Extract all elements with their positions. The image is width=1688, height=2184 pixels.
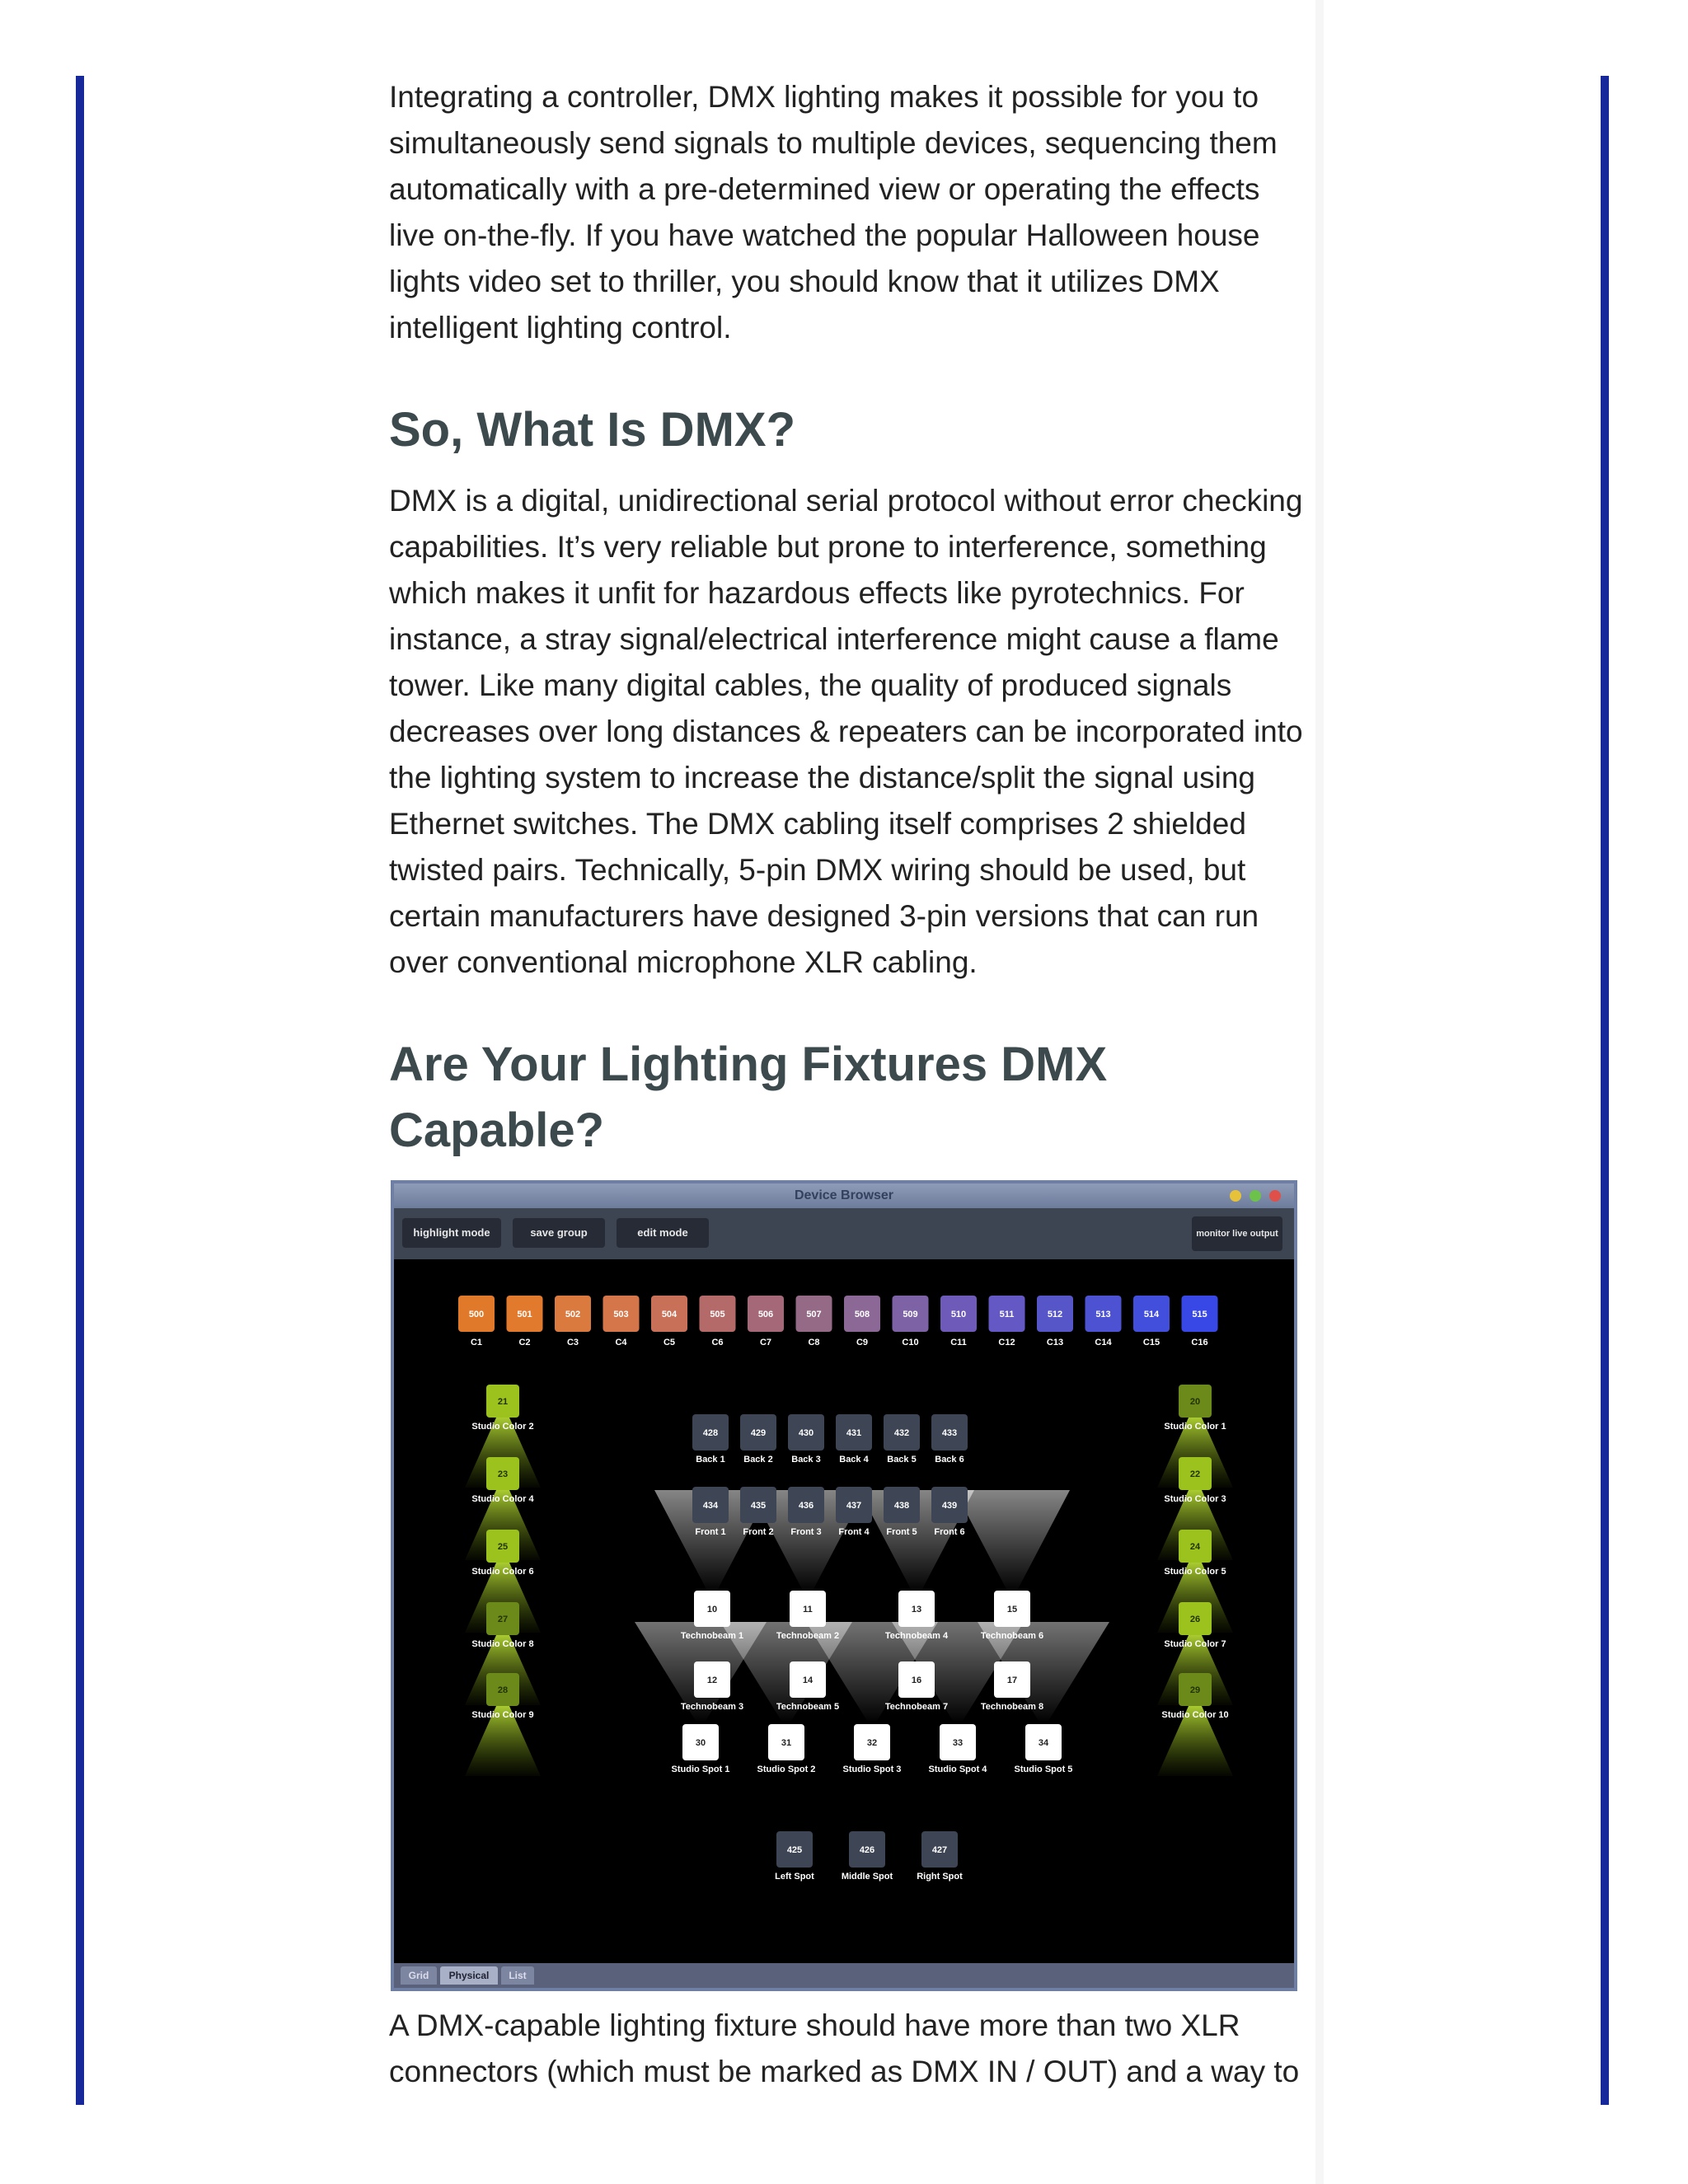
technobeam-16-id: 16 — [911, 1675, 922, 1685]
stage-spot-label-427: Right Spot — [917, 1872, 963, 1882]
front-438-id: 438 — [893, 1501, 910, 1511]
studio-color-20-id: 20 — [1189, 1397, 1201, 1407]
heading-dmx-capable: Are Your Lighting Fixtures DMX Capable? — [389, 1038, 1108, 1157]
tab-list[interactable]: List — [501, 1966, 534, 1985]
channel-508-id: 508 — [854, 1310, 870, 1319]
channel-label-C7: C7 — [759, 1338, 772, 1347]
back-label-428: Back 1 — [696, 1455, 725, 1465]
studio-color-26-id: 26 — [1189, 1615, 1201, 1624]
back-431-id: 431 — [846, 1428, 862, 1438]
technobeam-11-id: 11 — [803, 1605, 813, 1615]
studio-color-23-id: 23 — [497, 1469, 509, 1479]
back-label-433: Back 6 — [935, 1455, 964, 1465]
technobeam-label-11: Technobeam 2 — [776, 1631, 840, 1641]
front-label-434: Front 1 — [695, 1527, 726, 1537]
channel-label-C14: C14 — [1095, 1338, 1112, 1347]
studio-color-label-25: Studio Color 6 — [471, 1567, 534, 1577]
channel-501-id: 501 — [517, 1310, 532, 1319]
channel-510-id: 510 — [950, 1310, 967, 1319]
studio-color-label-26: Studio Color 7 — [1164, 1639, 1226, 1649]
channel-503-id: 503 — [613, 1310, 629, 1319]
channel-label-C4: C4 — [615, 1338, 627, 1347]
channel-label-C15: C15 — [1142, 1338, 1160, 1347]
technobeam-label-15: Technobeam 6 — [980, 1631, 1044, 1641]
studio-color-24-id: 24 — [1189, 1542, 1201, 1552]
studio-spot-label-34: Studio Spot 5 — [1014, 1765, 1073, 1774]
studio-color-27-id: 27 — [497, 1615, 509, 1624]
back-428-id: 428 — [702, 1428, 719, 1438]
channel-label-C13: C13 — [1046, 1338, 1064, 1347]
front-label-439: Front 6 — [934, 1527, 965, 1537]
front-label-438: Front 5 — [886, 1527, 917, 1537]
channel-506-id: 506 — [757, 1310, 774, 1319]
studio-color-22-id: 22 — [1189, 1469, 1201, 1479]
technobeam-14-id: 14 — [802, 1675, 814, 1685]
front-434-id: 434 — [702, 1501, 719, 1511]
front-437-id: 437 — [846, 1501, 862, 1511]
technobeam-label-14: Technobeam 5 — [776, 1702, 840, 1712]
technobeam-label-17: Technobeam 8 — [980, 1702, 1044, 1712]
channel-515-id: 515 — [1192, 1310, 1207, 1319]
channel-514-id: 514 — [1143, 1310, 1160, 1319]
technobeam-label-13: Technobeam 4 — [884, 1631, 949, 1641]
studio-color-28-id: 28 — [497, 1685, 509, 1695]
studio-spot-label-30: Studio Spot 1 — [671, 1765, 730, 1774]
dmx-paragraph: DMX is a digital, unidirectional serial protocol without error checking capabilities. It’s very reliable but prone to interference, something which makes it unfit for hazardous effects like pyrotechnics. For instance, a stray signal/electrical interference might cause a flame tower. Like many digital cables, the quality of produced signals decreases over long distances & repeaters can be incorporated into the lighting system to increase the distance/split the signal using Ethernet switches. The DMX cabling itself comprises 2 shielded twisted pairs. Technically, 5-pin DMX wiring should be used, but certain manufacturers have designed 3-pin versions that can run over conventional microphone XLR cabling. — [389, 484, 1303, 979]
technobeam-beam-3 — [954, 1490, 1070, 1591]
channel-label-C5: C5 — [663, 1338, 676, 1347]
channel-label-C11: C11 — [950, 1338, 967, 1347]
back-label-431: Back 4 — [839, 1455, 869, 1465]
studio-color-label-20: Studio Color 1 — [1164, 1422, 1226, 1432]
fixture-layout — [394, 1259, 1294, 1943]
stage-spot-426-id: 426 — [859, 1845, 875, 1855]
right-accent-bar — [1601, 76, 1609, 2105]
studio-color-label-21: Studio Color 2 — [471, 1422, 534, 1432]
back-label-430: Back 3 — [791, 1455, 821, 1465]
technobeam-label-12: Technobeam 3 — [680, 1702, 744, 1712]
studio-color-label-28: Studio Color 9 — [471, 1710, 534, 1720]
technobeam-10-id: 10 — [706, 1605, 718, 1615]
channel-label-C8: C8 — [808, 1338, 820, 1347]
technobeam-13-id: 13 — [911, 1605, 922, 1615]
studio-color-label-27: Studio Color 8 — [471, 1639, 534, 1649]
technobeam-12-id: 12 — [706, 1675, 718, 1685]
toolbar — [394, 1208, 1294, 1259]
studio-spot-label-32: Studio Spot 3 — [842, 1765, 902, 1774]
device-browser-screenshot — [391, 1180, 1297, 1991]
minimize-icon[interactable] — [1230, 1190, 1241, 1202]
left-accent-bar — [76, 76, 84, 2105]
channel-502-id: 502 — [565, 1310, 581, 1319]
technobeam-17-id: 17 — [1006, 1675, 1018, 1685]
front-label-437: Front 4 — [838, 1527, 870, 1537]
channel-label-C9: C9 — [856, 1338, 869, 1347]
studio-color-29-id: 29 — [1189, 1685, 1201, 1695]
studio-spot-label-33: Studio Spot 4 — [928, 1765, 987, 1774]
channel-509-id: 509 — [903, 1310, 918, 1319]
technobeam-label-16: Technobeam 7 — [884, 1702, 949, 1712]
studio-spot-label-31: Studio Spot 2 — [757, 1765, 816, 1774]
column-shade — [1315, 0, 1324, 2184]
channel-label-C10: C10 — [902, 1338, 919, 1347]
stage-spot-label-426: Middle Spot — [841, 1872, 893, 1882]
studio-color-21-id: 21 — [497, 1397, 509, 1407]
channel-label-C6: C6 — [711, 1338, 724, 1347]
channel-label-C16: C16 — [1191, 1338, 1208, 1347]
channel-label-C1: C1 — [470, 1338, 483, 1347]
edit-mode-button[interactable]: edit mode — [617, 1218, 709, 1248]
channel-500-id: 500 — [468, 1310, 485, 1319]
front-label-436: Front 3 — [790, 1527, 822, 1537]
intro-paragraph: Integrating a controller, DMX lighting makes it possible for you to simultaneously send signals to multiple devices, sequencing them automatically with a pre-determined view or operating the effects live on-the-fly. If you have watched the popular Halloween house lights video set to thriller, you should know that it utilizes DMX intelligent lighting control. — [389, 80, 1278, 344]
channel-513-id: 513 — [1095, 1310, 1111, 1319]
back-433-id: 433 — [941, 1428, 958, 1438]
close-icon[interactable] — [1269, 1190, 1281, 1202]
tab-grid[interactable]: Grid — [401, 1966, 437, 1985]
studio-spot-31-id: 31 — [781, 1738, 792, 1748]
studio-color-label-24: Studio Color 5 — [1164, 1567, 1226, 1577]
front-label-435: Front 2 — [743, 1527, 774, 1537]
back-label-432: Back 5 — [887, 1455, 917, 1465]
studio-spot-33-id: 33 — [952, 1738, 964, 1748]
stage-spot-425-id: 425 — [786, 1845, 803, 1855]
studio-spot-30-id: 30 — [695, 1738, 706, 1748]
save-group-button[interactable]: save group — [513, 1218, 605, 1248]
studio-spot-32-id: 32 — [866, 1738, 878, 1748]
tab-physical[interactable]: Physical — [440, 1966, 498, 1985]
channel-label-C12: C12 — [998, 1338, 1015, 1347]
studio-spot-34-id: 34 — [1038, 1738, 1049, 1748]
heading-what-is-dmx: So, What Is DMX? — [389, 403, 795, 457]
studio-color-label-23: Studio Color 4 — [471, 1494, 534, 1504]
back-430-id: 430 — [798, 1428, 814, 1438]
channel-512-id: 512 — [1047, 1310, 1063, 1319]
stage-spot-427-id: 427 — [931, 1845, 948, 1855]
view-tabs — [394, 1963, 1294, 1988]
front-435-id: 435 — [750, 1501, 767, 1511]
studio-color-label-22: Studio Color 3 — [1164, 1494, 1226, 1504]
studio-color-25-id: 25 — [497, 1542, 509, 1552]
maximize-icon[interactable] — [1250, 1190, 1261, 1202]
front-436-id: 436 — [798, 1501, 814, 1511]
studio-color-label-29: Studio Color 10 — [1161, 1710, 1229, 1720]
window-title: Device Browser — [394, 1183, 1294, 1208]
stage-spot-label-425: Left Spot — [775, 1872, 814, 1882]
back-label-429: Back 2 — [743, 1455, 773, 1465]
technobeam-15-id: 15 — [1006, 1605, 1018, 1615]
channel-505-id: 505 — [710, 1310, 725, 1319]
channel-507-id: 507 — [806, 1310, 822, 1319]
back-432-id: 432 — [893, 1428, 910, 1438]
channel-504-id: 504 — [661, 1310, 678, 1319]
channel-label-C2: C2 — [518, 1338, 531, 1347]
capable-paragraph: A DMX-capable lighting fixture should have more than two XLR connectors (which must be marked as DMX IN / OUT) and a way to — [389, 2008, 1300, 2088]
technobeam-label-10: Technobeam 1 — [680, 1631, 744, 1641]
channel-label-C3: C3 — [566, 1338, 579, 1347]
monitor-live-output-button[interactable]: monitor live output — [1192, 1216, 1282, 1251]
channel-511-id: 511 — [999, 1310, 1015, 1319]
front-439-id: 439 — [941, 1501, 958, 1511]
highlight-mode-button[interactable]: highlight mode — [402, 1218, 501, 1248]
back-429-id: 429 — [750, 1428, 767, 1438]
